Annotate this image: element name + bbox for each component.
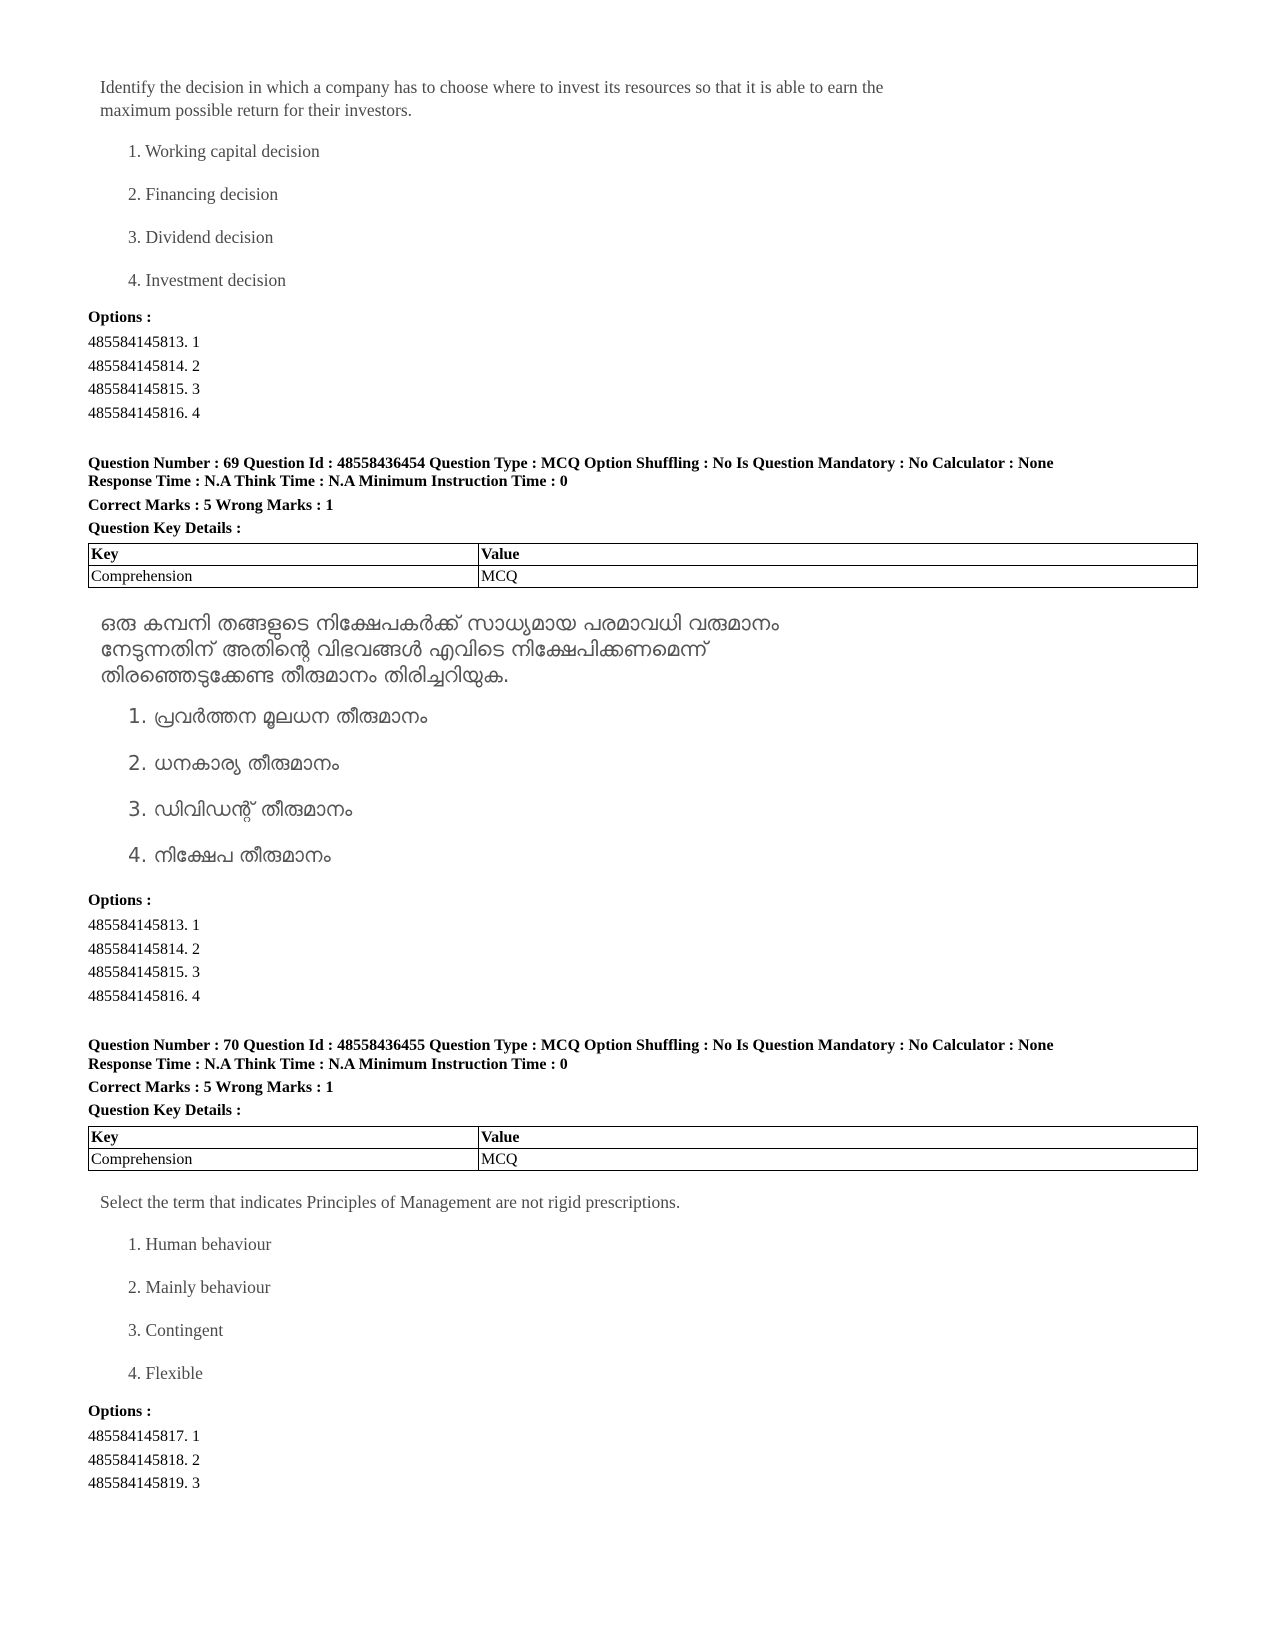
table-header-row [89,1127,1198,1149]
option-item: 485584145813. 1 [88,334,200,351]
table-cell-key: Comprehension [89,1149,479,1171]
option-item: 485584145815. 3 [88,381,200,398]
table-header-value: Value [479,544,1198,566]
choice-1: 1. Working capital decision [128,141,320,161]
option-item: 485584145814. 2 [88,940,200,958]
key-details-label: Question Key Details : [88,520,242,537]
choice-3: 3. Dividend decision [128,227,274,247]
options-label: Options : [88,892,152,909]
choice-4: 4. Flexible [128,1363,203,1383]
choice-2: 2. Mainly behaviour [128,1277,271,1297]
table-cell-value: MCQ [479,566,1198,588]
key-details-table [88,1126,1198,1171]
question-meta-line: Question Number : 69 Question Id : 48558436454 Question Type : MCQ Option Shuffling : No Is Question Mandatory : No Calculator : None [88,455,1054,472]
choice-2: 2. Financing decision [128,184,279,204]
table-row [89,1149,1198,1171]
choice-1: 1. പ്രവർത്തന മൂലധന തീരുമാനം [128,704,428,728]
option-item: 485584145819. 3 [88,1475,200,1492]
question-image-malayalam [100,610,860,688]
table-header-row [89,544,1198,566]
option-item: 485584145815. 3 [88,964,200,981]
key-details-table [88,543,1198,588]
table-cell-value: MCQ [479,1149,1198,1171]
option-item: 485584145817. 1 [88,1428,200,1445]
question-stem: Select the term that indicates Principles of Management are not rigid prescriptions. [100,1192,681,1212]
table-header-value: Value [479,1127,1198,1149]
question-timing-line: Response Time : N.A Think Time : N.A Minimum Instruction Time : 0 [88,1056,568,1073]
options-label: Options : [88,1403,152,1420]
question-image-english [100,1191,930,1214]
question-meta-line: Question Number : 70 Question Id : 48558436455 Question Type : MCQ Option Shuffling : No Is Question Mandatory : No Calculator : None [88,1037,1054,1054]
choice-3: 3. ഡിവിഡന്റ് തീരുമാനം [128,797,353,821]
option-item: 485584145816. 4 [88,987,200,1005]
choice-2: 2. ധനകാര്യ തീരുമാനം [128,751,340,775]
choice-1: 1. Human behaviour [128,1234,272,1254]
key-details-label: Question Key Details : [88,1102,242,1119]
option-item: 485584145814. 2 [88,357,200,375]
option-item: 485584145818. 2 [88,1451,200,1469]
question-stem: Identify the decision in which a company has to choose where to invest its resources so that it is able to earn the maximum possible return for their investors. [100,77,884,120]
options-list [88,1425,200,1496]
table-header-key: Key [89,544,479,566]
question-image-english [100,76,930,122]
option-item: 485584145816. 4 [88,404,200,422]
choice-4: 4. Investment decision [128,270,286,290]
choice-3: 3. Contingent [128,1320,224,1340]
question-marks: Correct Marks : 5 Wrong Marks : 1 [88,1079,334,1096]
table-header-key: Key [89,1127,479,1149]
question-stem: ഒരു കമ്പനി തങ്ങളുടെ നിക്ഷേപകർക്ക് സാധ്യമായ പരമാവധി വരുമാനം നേടുന്നതിന് അതിന്റെ വിഭവങ്ങൾ എവിടെ നിക്ഷേപിക്കണമെന്ന് തിരഞ്ഞെടുക്കേണ്ട തീരുമാനം തിരിച്ചറിയുക. [100,611,779,687]
options-label: Options : [88,309,152,326]
options-list [88,914,200,1008]
choice-4: 4. നിക്ഷേപ തീരുമാനം [128,843,331,867]
table-cell-key: Comprehension [89,566,479,588]
question-marks: Correct Marks : 5 Wrong Marks : 1 [88,497,334,514]
question-timing-line: Response Time : N.A Think Time : N.A Minimum Instruction Time : 0 [88,473,568,490]
table-row [89,566,1198,588]
option-item: 485584145813. 1 [88,917,200,934]
options-list [88,331,200,425]
